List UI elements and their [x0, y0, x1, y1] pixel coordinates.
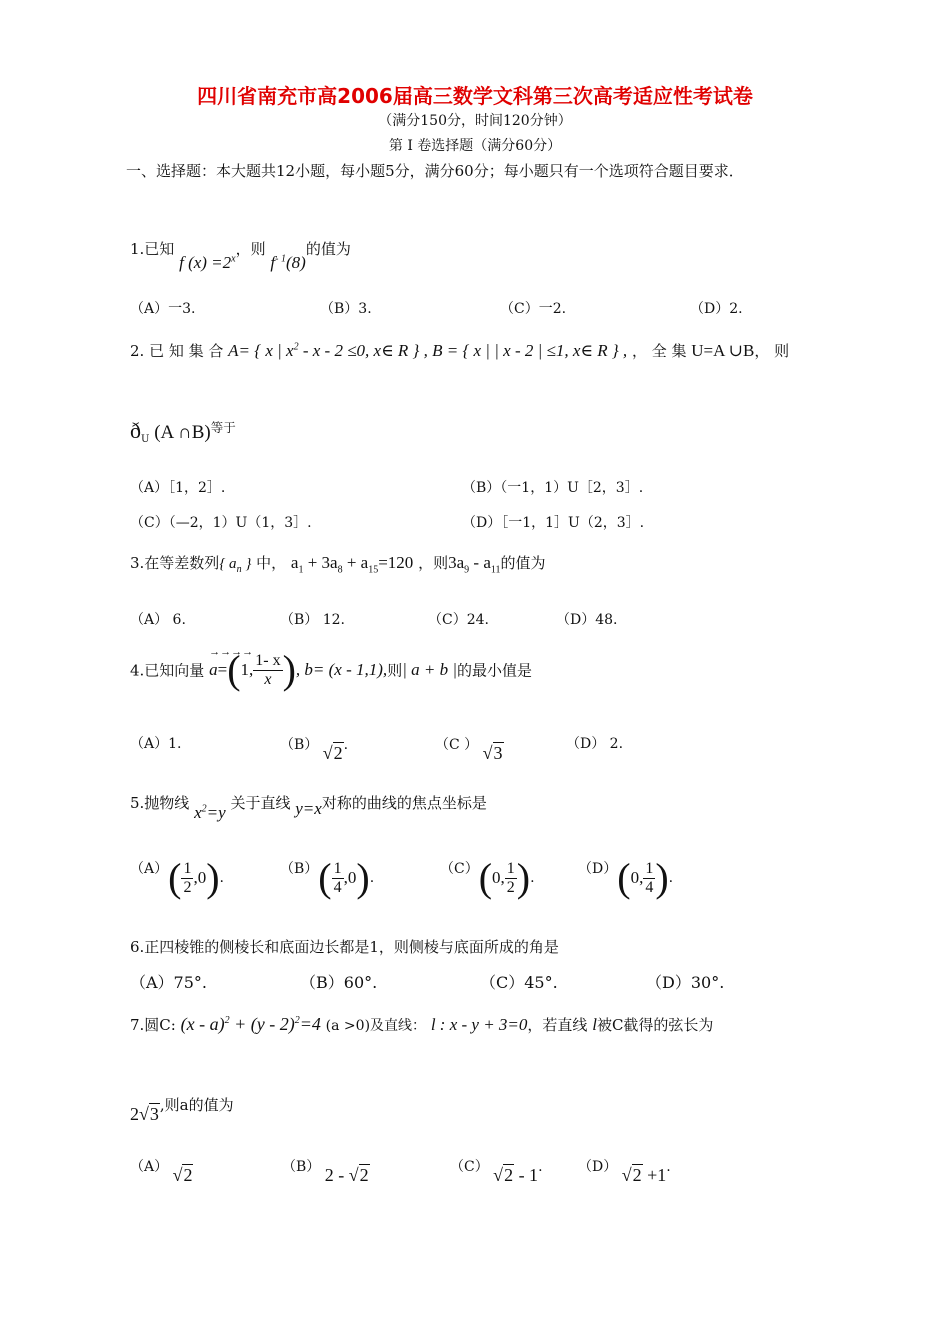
exam-subtitle: （满分150分，时间120分钟）: [378, 113, 572, 129]
q1-option-c[interactable]: （C）一2.: [500, 301, 567, 317]
q3-option-b[interactable]: （B） 12.: [280, 612, 346, 628]
q5-option-d[interactable]: （D）(0, $\frac{1}{4}$ ).: [578, 855, 674, 900]
question-5: 5.抛物线 $x^2=y$ 关于直线 y=x对称的曲线的焦点坐标是: [130, 794, 487, 822]
q2-option-b[interactable]: （B）（一1，1）U［2，3］.: [462, 480, 644, 496]
q4-option-b[interactable]: （B） √2.: [280, 737, 349, 763]
q4-option-a[interactable]: （A）1.: [130, 736, 182, 752]
q1-option-d[interactable]: （D）2.: [690, 301, 743, 317]
q2-option-a[interactable]: （A）［1，2］.: [130, 480, 226, 496]
q2-option-c[interactable]: （C）（—2，1）U（1，3］.: [130, 515, 312, 531]
q6-option-c[interactable]: （C）45°.: [480, 973, 558, 992]
q7-option-b[interactable]: （B） 2 - √2: [282, 1159, 369, 1185]
q7-option-c[interactable]: （C） √2 - 1.: [450, 1159, 543, 1185]
q6-option-d[interactable]: （D）30°.: [646, 973, 725, 992]
q4-option-c[interactable]: （C ） √3: [435, 737, 503, 763]
q4-option-d[interactable]: （D） 2.: [566, 736, 624, 752]
q3-option-d[interactable]: （D）48.: [556, 612, 618, 628]
question-7: 7.圆C: (x - a)$^2$ + (y - 2)$^2$=4 (a >0)及直线： l : x - y + 3=0，若直线 l被C截得的弦长为: [130, 1014, 714, 1034]
q6-option-b[interactable]: （B）60°.: [300, 973, 378, 992]
q3-option-c[interactable]: （C）24.: [428, 612, 489, 628]
question-2: 2. 已 知 集 合 A= { x | $x^2 - x - 2 \le 0$, x∈ R } , B = { x | | x - 2 | ≤1, x∈ R } , ， 全 集 U=A ∪B， 则: [130, 341, 790, 360]
q5-option-a[interactable]: （A）( $\frac{1}{2}$ ,0).: [130, 855, 224, 900]
question-4: 4.已知向量 →→→→ a=(1, $\frac{1- x}{x}$ ), b= (x - 1,1),则| a + b |的最小值是: [130, 646, 533, 692]
question-7-cont: 2√3,则a的值为: [130, 1096, 234, 1124]
q1-option-b[interactable]: （B）3.: [320, 301, 372, 317]
q1-option-a[interactable]: （A）一3.: [130, 301, 196, 317]
question-6: 6.正四棱锥的侧棱长和底面边长都是1，则侧棱与底面所成的角是: [130, 938, 559, 956]
question-2-cont: $ð_U$ (A ∩B)$^{等于}$: [130, 418, 236, 445]
q2-option-d[interactable]: （D）［一1，1］U（2，3］.: [462, 515, 645, 531]
q3-option-a[interactable]: （A） 6.: [130, 612, 186, 628]
q5-option-b[interactable]: （B）( $\frac{1}{4}$ ,0).: [280, 855, 375, 900]
part-heading: 第 I 卷选择题（满分60分）: [388, 138, 562, 154]
section-instructions: 一、选择题：本大题共12小题，每小题5分，满分60分；每小题只有一个选项符合题目要求．: [126, 162, 744, 180]
page-title: 四川省南充市高2006届高三数学文科第三次高考适应性考试卷: [197, 84, 753, 108]
question-3: 3.在等差数列{ $a_n$ } 中， $a_1 + 3a_8 + a_{15}=120$ ，则$3a_9 - a_{11}$的值为: [130, 553, 546, 576]
q5-option-c[interactable]: （C）(0, $\frac{1}{2}$ ).: [440, 855, 535, 900]
q6-option-a[interactable]: （A）75°.: [130, 973, 208, 992]
q7-option-a[interactable]: （A） √2: [130, 1159, 193, 1185]
q7-option-d[interactable]: （D） √2 +1.: [578, 1159, 671, 1185]
question-1: 1.已知 f $(x) =2^x$，则 $f^{- 1}(8)$的值为: [130, 240, 351, 272]
